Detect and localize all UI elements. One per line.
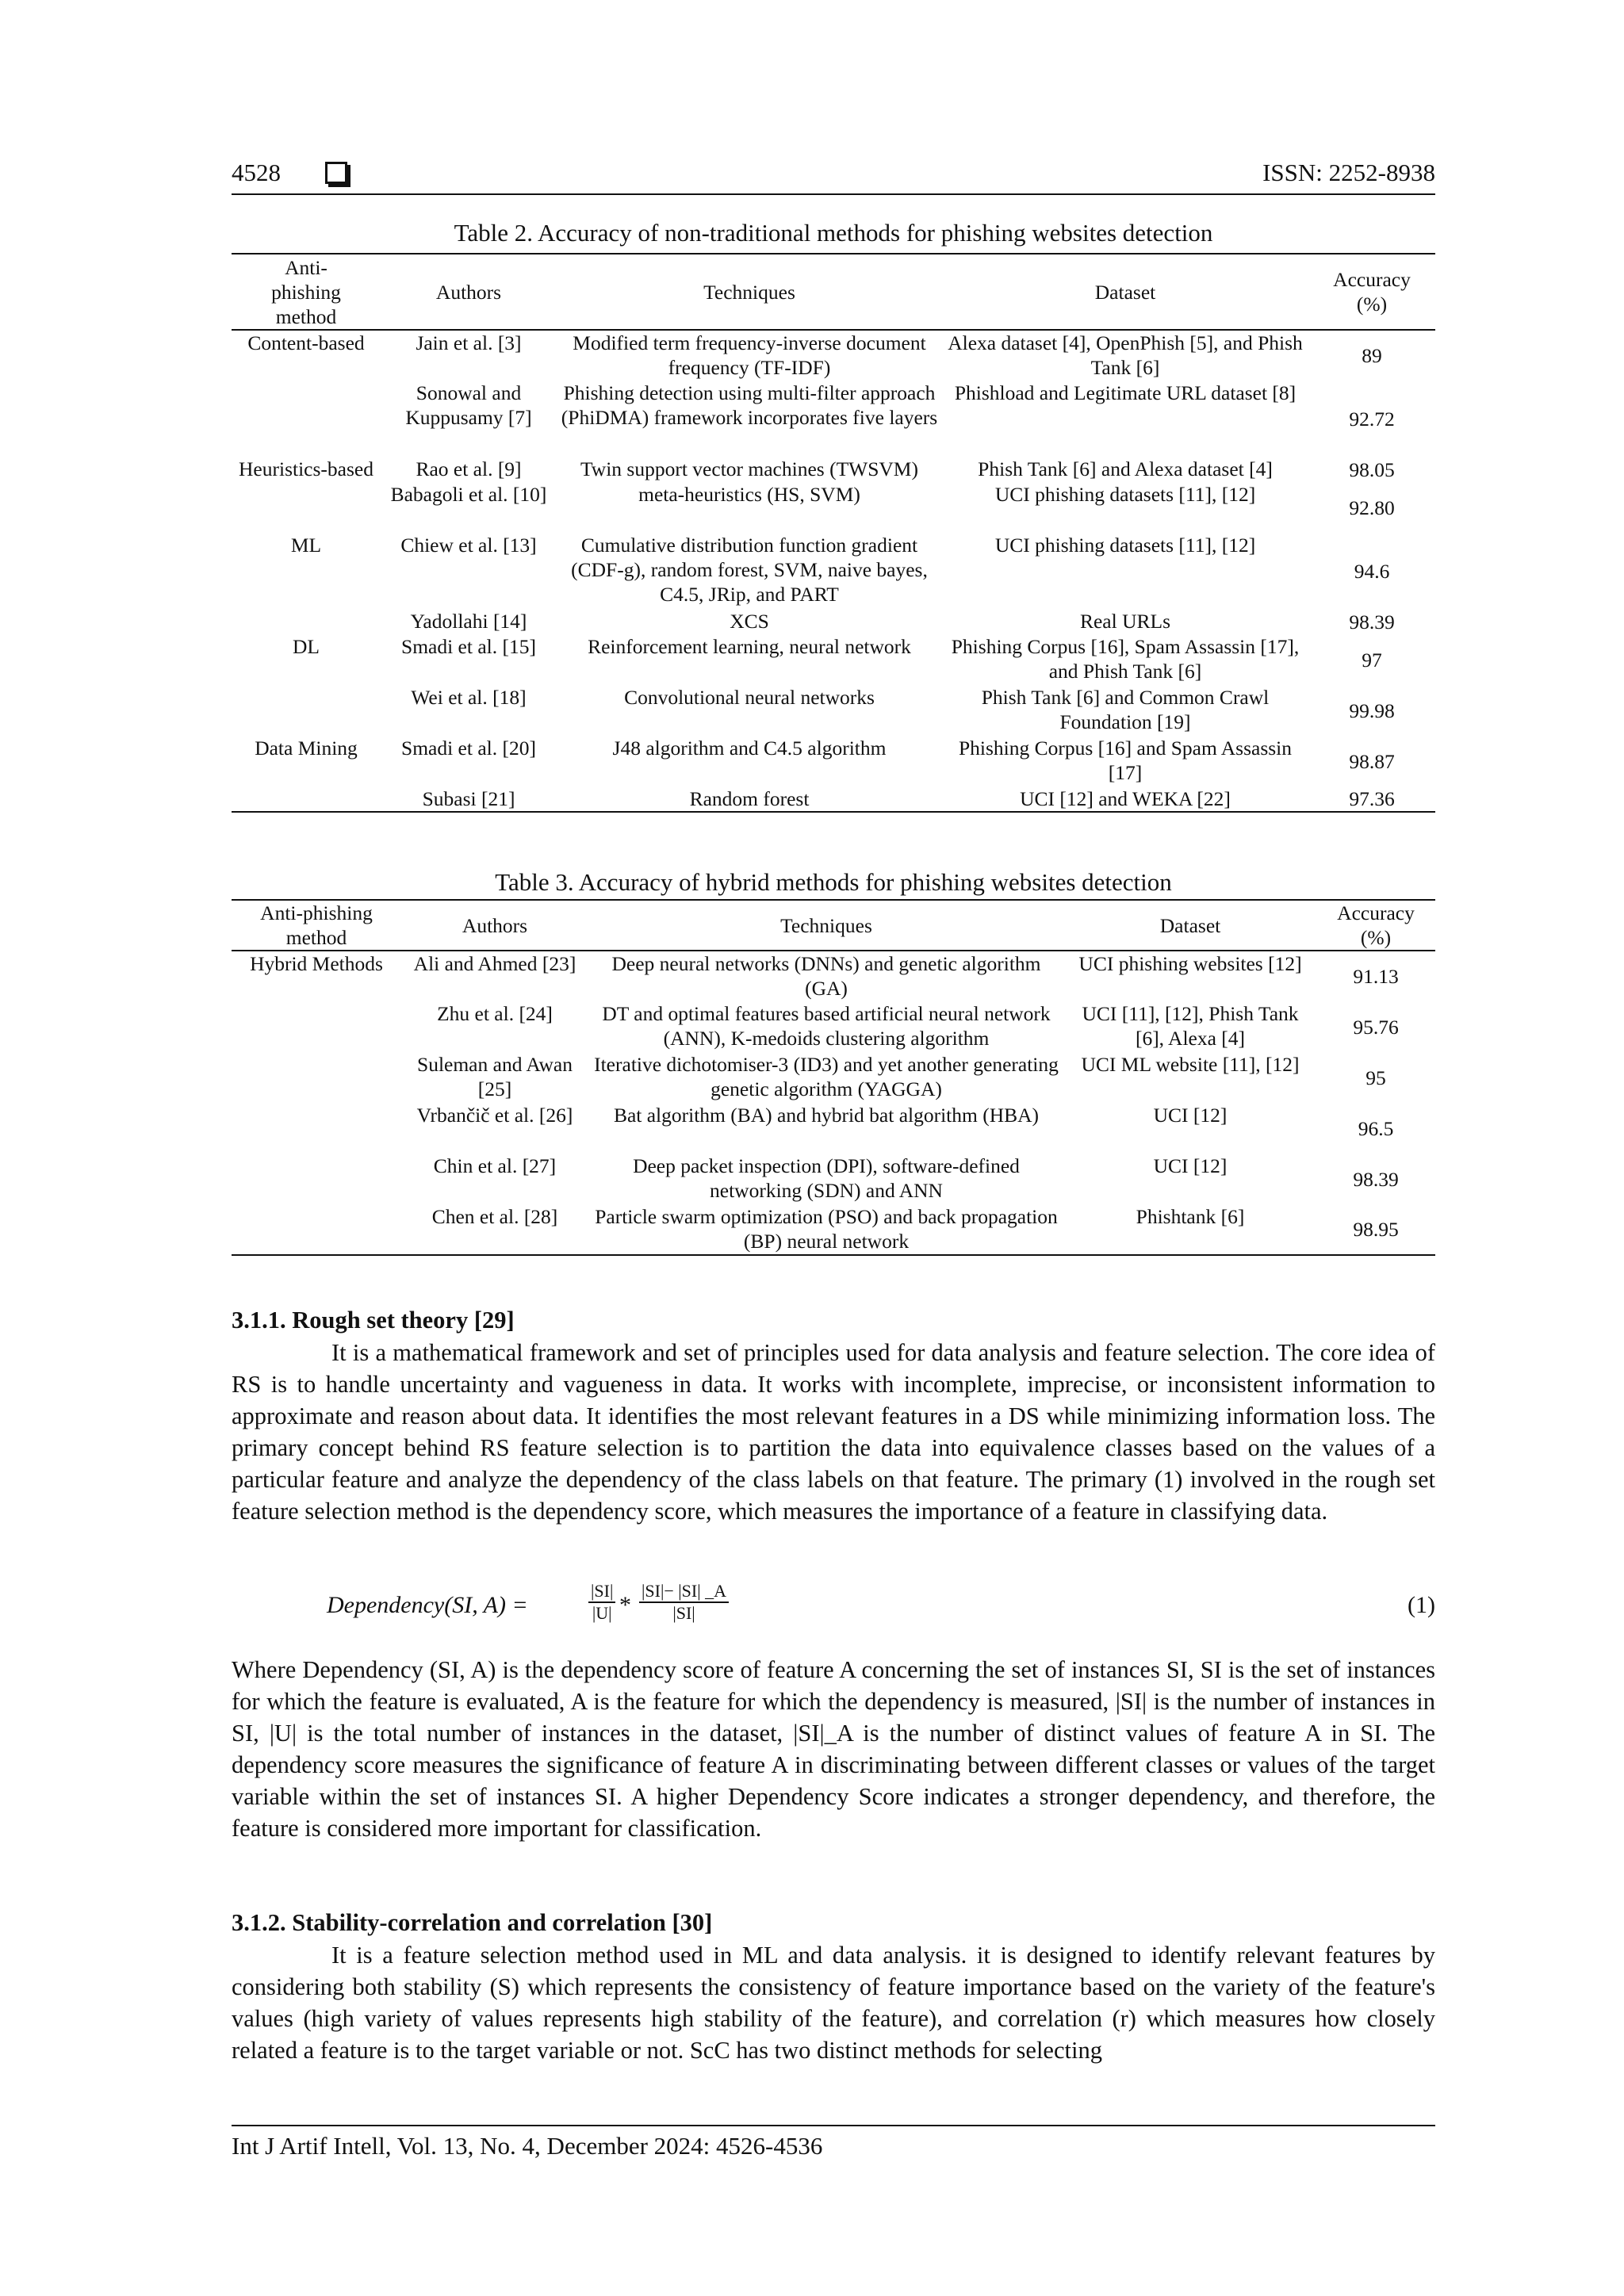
column-header: Accuracy (%) <box>1337 901 1415 949</box>
table-row <box>232 786 1435 812</box>
equation-lhs: Dependency(SI, A) = <box>327 1592 528 1618</box>
cell-accuracy: 99.98 <box>1349 698 1395 722</box>
cell-techniques: DT and optimal features based artificial neural network (ANN), K-medoids clustering algorithm <box>602 1002 1051 1050</box>
cell-accuracy: 96.5 <box>1358 1116 1394 1140</box>
column-header: Techniques <box>703 280 795 304</box>
cell-dataset: Phishing Corpus [16] and Spam Assassin [17] <box>958 737 1293 784</box>
cell-techniques: meta-heuristics (HS, SVM) <box>638 483 860 506</box>
cell-method: Content-based <box>247 331 365 354</box>
cell-dataset: Phishtank [6] <box>1136 1205 1245 1228</box>
cell-authors: Sonowal and Kuppusamy [7] <box>405 381 532 429</box>
cell-dataset: Real URLs <box>1079 610 1171 633</box>
cell-dataset: UCI phishing websites [12] <box>1078 952 1302 975</box>
footer-rule <box>232 2125 1435 2126</box>
table3-caption: Table 3. Accuracy of hybrid methods for phishing websites detection <box>495 868 1172 896</box>
fraction-denominator: |U| <box>592 1603 612 1623</box>
column-header: Authors <box>435 280 502 304</box>
column-header: Dataset <box>1159 913 1221 937</box>
cell-accuracy: 92.80 <box>1349 496 1395 519</box>
issn-label: ISSN: 2252-8938 <box>1262 159 1435 186</box>
column-header: Accuracy (%) <box>1333 268 1411 316</box>
table-row <box>232 609 1435 634</box>
header-rule <box>232 193 1435 195</box>
cell-authors: Smadi et al. [15] <box>401 635 536 658</box>
cell-accuracy: 98.87 <box>1349 749 1395 773</box>
cell-authors: Subasi [21] <box>422 787 515 810</box>
cell-dataset: UCI [11], [12], Phish Tank [6], Alexa [4] <box>1082 1002 1299 1050</box>
cell-authors: Zhu et al. [24] <box>437 1002 553 1025</box>
cell-dataset: UCI [12] and WEKA [22] <box>1020 787 1231 810</box>
column-header: Techniques <box>780 913 872 937</box>
cell-method <box>232 1001 401 1052</box>
cell-method <box>232 1103 401 1154</box>
cell-techniques: Reinforcement learning, neural network <box>588 635 911 658</box>
section-heading: 3.1.2. Stability-correlation and correlation [30] <box>232 1909 713 1936</box>
cell-techniques: XCS <box>730 610 769 633</box>
cell-method: Data Mining <box>255 737 358 760</box>
cell-method: Hybrid Methods <box>250 952 383 975</box>
cell-method <box>232 1204 401 1255</box>
cell-techniques: Bat algorithm (BA) and hybrid bat algorithm (HBA) <box>613 1104 1040 1127</box>
cell-techniques: Modified term frequency-inverse document frequency (TF-IDF) <box>573 331 926 379</box>
cell-techniques: Random forest <box>689 787 810 810</box>
cell-accuracy: 95 <box>1365 1066 1386 1089</box>
cell-techniques: Particle swarm optimization (PSO) and back propagation (BP) neural network <box>595 1205 1058 1253</box>
cell-method <box>232 482 381 533</box>
cell-method <box>232 1052 401 1103</box>
cell-method <box>232 1154 401 1204</box>
table-row <box>232 951 1435 1001</box>
cell-method <box>232 786 381 812</box>
cell-method <box>232 609 381 634</box>
cell-accuracy: 97 <box>1362 648 1382 672</box>
cell-method: ML <box>290 534 322 557</box>
cell-method: DL <box>293 635 320 658</box>
cell-authors: Yadollahi [14] <box>410 610 527 633</box>
cell-accuracy: 92.72 <box>1349 407 1395 430</box>
cell-authors: Jain et al. [3] <box>416 331 522 354</box>
cell-accuracy: 98.95 <box>1353 1218 1399 1241</box>
cell-accuracy: 89 <box>1362 344 1382 367</box>
table-row <box>232 1052 1435 1103</box>
cell-authors: Babagoli et al. [10] <box>390 483 547 506</box>
cell-accuracy: 98.39 <box>1353 1167 1399 1191</box>
table2 <box>232 253 1435 813</box>
cell-techniques: Deep packet inspection (DPI), software-defined networking (SDN) and ANN <box>633 1154 1020 1202</box>
cell-authors: Chin et al. [27] <box>433 1154 557 1177</box>
cell-techniques: J48 algorithm and C4.5 algorithm <box>612 737 887 760</box>
column-header: Anti-phishing method <box>260 901 373 949</box>
cell-authors: Rao et al. [9] <box>416 457 522 480</box>
fraction-numerator: |SI| <box>588 1581 615 1603</box>
table2-caption: Table 2. Accuracy of non-traditional methods for phishing websites detection <box>454 219 1213 247</box>
paragraph: It is a mathematical framework and set of principles used for data analysis and feature selection. The core idea of RS is to handle uncertainty and vagueness in data. It works with incomplete, imprecise, or inconsistent information to approximate and reason about data. It identifies the most relevant features in a DS while minimizing information loss. The primary concept behind RS feature selection is to partition the data into equivalence classes based on the values of a particular feature and analyze the dependency of the class labels on that feature. The primary (1) involved in the rough set feature selection method is the dependency score, which measures the importance of a feature in classifying data. <box>232 1339 1435 1525</box>
cell-dataset: UCI [12] <box>1153 1154 1228 1177</box>
table3 <box>232 899 1435 1256</box>
equation-fraction <box>588 1581 615 1624</box>
section-heading: 3.1.1. Rough set theory [29] <box>232 1307 515 1334</box>
cell-authors: Vrbančič et al. [26] <box>416 1104 573 1127</box>
equation-number: (1) <box>1408 1592 1435 1618</box>
checkbox-bullet-icon <box>325 162 347 184</box>
cell-authors: Suleman and Awan [25] <box>417 1053 573 1100</box>
cell-dataset: UCI ML website [11], [12] <box>1081 1053 1300 1076</box>
cell-method <box>232 685 381 736</box>
cell-accuracy: 98.39 <box>1349 610 1395 633</box>
cell-authors: Ali and Ahmed [23] <box>413 952 576 975</box>
equation-operator: * <box>619 1592 631 1618</box>
cell-method <box>232 381 381 457</box>
cell-techniques: Iterative dichotomiser-3 (ID3) and yet another generating genetic algorithm (YAGGA) <box>594 1053 1059 1100</box>
table-row <box>232 533 1435 609</box>
cell-techniques: Phishing detection using multi-filter approach (PhiDMA) framework incorporates five layers <box>561 381 938 429</box>
page-footer: Int J Artif Intell, Vol. 13, No. 4, December 2024: 4526-4536 <box>232 2132 823 2160</box>
cell-dataset: Alexa dataset [4], OpenPhish [5], and Phish Tank [6] <box>948 331 1303 379</box>
cell-accuracy: 98.05 <box>1349 457 1395 481</box>
cell-method: Heuristics-based <box>239 457 373 480</box>
cell-dataset: UCI [12] <box>1153 1104 1228 1127</box>
table-row <box>232 330 1435 381</box>
cell-techniques: Twin support vector machines (TWSVM) <box>580 457 918 480</box>
table-row <box>232 1103 1435 1154</box>
equation <box>232 1578 1435 1641</box>
table-row <box>232 457 1435 482</box>
fraction-numerator: |SI|− |SI| _A <box>639 1581 729 1603</box>
column-header: Authors <box>462 913 528 937</box>
table-row <box>232 1001 1435 1052</box>
cell-authors: Chen et al. [28] <box>431 1205 558 1228</box>
paragraph: Where Dependency (SI, A) is the dependency score of feature A concerning the set of instances SI, SI is the set of instances for which the feature is evaluated, A is the feature for which the dependency is measured, |SI| is the number of instances in SI, |U| is the total number of instances in the dataset, |SI|_A is the number of distinct values of feature A in SI. The dependency score measures the significance of feature A in discriminating between different classes or values of the target variable within the set of instances SI. A higher Dependency Score indicates a stronger dependency, and therefore, the feature is considered more important for classification. <box>232 1656 1435 1842</box>
table-row <box>232 1154 1435 1204</box>
cell-authors: Wei et al. [18] <box>411 686 527 709</box>
equation-fraction <box>639 1581 729 1624</box>
cell-dataset: Phishload and Legitimate URL dataset [8] <box>954 381 1297 404</box>
cell-dataset: Phish Tank [6] and Alexa dataset [4] <box>978 457 1273 480</box>
cell-authors: Smadi et al. [20] <box>401 737 536 760</box>
cell-accuracy: 94.6 <box>1354 559 1390 583</box>
page-number: 4528 <box>232 159 281 186</box>
table-row <box>232 634 1435 685</box>
cell-authors: Chiew et al. [13] <box>400 534 537 557</box>
cell-dataset: UCI phishing datasets [11], [12] <box>994 534 1256 557</box>
fraction-denominator: |SI| <box>672 1603 695 1623</box>
table-row <box>232 1204 1435 1255</box>
cell-accuracy: 95.76 <box>1353 1015 1399 1039</box>
table-row <box>232 482 1435 533</box>
cell-dataset: UCI phishing datasets [11], [12] <box>994 483 1256 506</box>
running-header <box>232 155 1435 190</box>
cell-techniques: Convolutional neural networks <box>624 686 875 709</box>
table-row <box>232 736 1435 786</box>
cell-accuracy: 91.13 <box>1353 965 1399 988</box>
table-row <box>232 685 1435 736</box>
cell-dataset: Phish Tank [6] and Common Crawl Foundation [19] <box>981 686 1270 733</box>
cell-techniques: Cumulative distribution function gradient (CDF-g), random forest, SVM, naive bayes, C4.5, JRip, and PART <box>571 534 928 606</box>
cell-techniques: Deep neural networks (DNNs) and genetic algorithm (GA) <box>611 952 1041 1000</box>
cell-accuracy: 97.36 <box>1349 787 1395 810</box>
column-header: Dataset <box>1094 280 1156 304</box>
column-header: Anti-phishing method <box>271 255 341 328</box>
paragraph: It is a feature selection method used in ML and data analysis. it is designed to identify relevant features by considering both stability (S) which represents the consistency of feature importance based on the variety of the feature's values (high variety of values represents high stability of the feature), and correlation (r) which measures how closely related a feature is to the target variable or not. ScC has two distinct methods for selecting <box>232 1942 1435 2064</box>
cell-dataset: Phishing Corpus [16], Spam Assassin [17], and Phish Tank [6] <box>951 635 1300 683</box>
table-row <box>232 381 1435 457</box>
